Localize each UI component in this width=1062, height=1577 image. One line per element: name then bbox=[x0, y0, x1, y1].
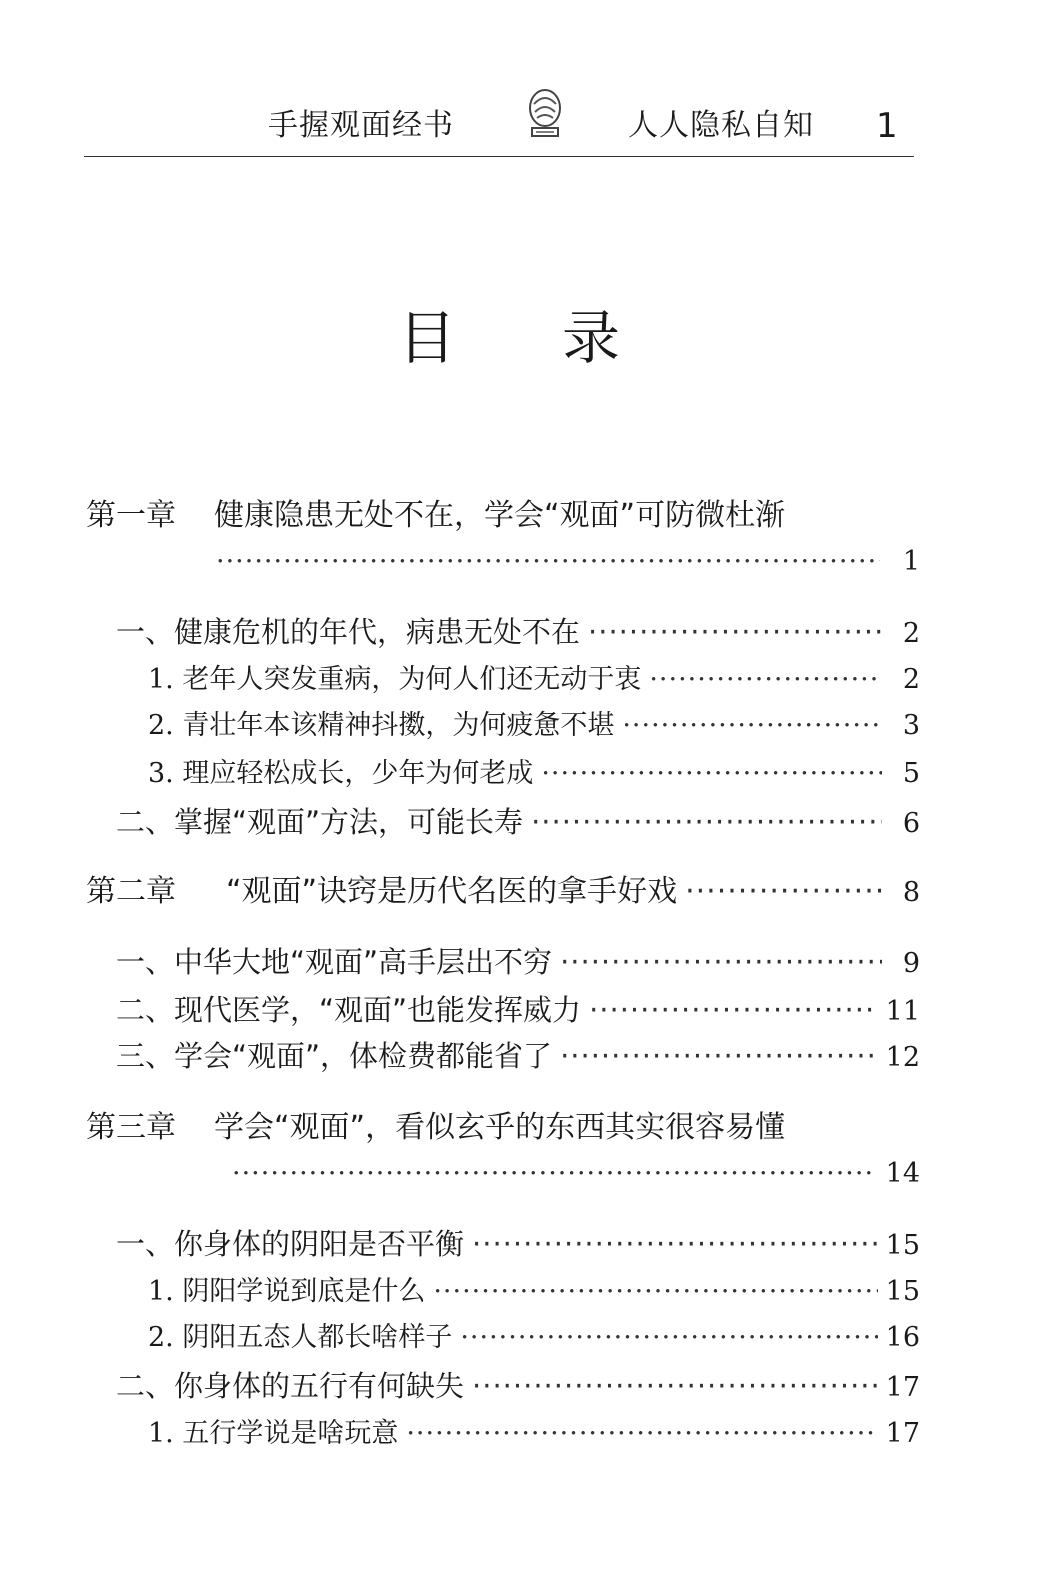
entry-label bbox=[86, 870, 677, 914]
header-book-title-left: 手握观面经书 bbox=[268, 108, 454, 143]
toc-title bbox=[398, 298, 638, 378]
dot-leader bbox=[622, 704, 882, 748]
page-ref: 5 bbox=[902, 758, 920, 789]
toc-chapter-3-title[interactable] bbox=[86, 1106, 785, 1150]
dot-leader bbox=[216, 540, 880, 584]
toc-entry[interactable] bbox=[116, 800, 920, 844]
page-number: 1 bbox=[876, 106, 898, 146]
toc-entry[interactable] bbox=[116, 988, 920, 1032]
toc-title-char-2: 录 bbox=[562, 304, 621, 372]
entry-label: 二、你身体的五行有何缺失 bbox=[116, 1369, 465, 1403]
page-ref: 14 bbox=[885, 1158, 920, 1189]
chapter-title-text: 健康隐患无处不在，学会“观面”可防微杜渐 bbox=[214, 498, 786, 533]
entry-label: 一、中华大地“观面”高手层出不穷 bbox=[116, 945, 553, 979]
header-book-title-right: 人人隐私自知 bbox=[628, 108, 814, 143]
toc-chapter-1-title[interactable] bbox=[86, 494, 785, 538]
page-ref: 12 bbox=[885, 1042, 920, 1073]
toc-entry[interactable] bbox=[148, 658, 920, 702]
chapter-label: 第二章 bbox=[86, 874, 176, 909]
dot-leader bbox=[560, 1034, 878, 1078]
book-emblem-icon bbox=[522, 84, 568, 144]
toc-entry[interactable] bbox=[116, 1034, 920, 1078]
page-ref: 15 bbox=[885, 1230, 920, 1261]
toc-entry[interactable] bbox=[116, 1222, 920, 1266]
dot-leader bbox=[560, 940, 882, 984]
page-ref: 3 bbox=[902, 710, 920, 741]
chapter-label: 第三章 bbox=[86, 1110, 176, 1145]
header-divider bbox=[84, 156, 914, 157]
toc-entry[interactable] bbox=[116, 1364, 920, 1408]
dot-leader bbox=[588, 610, 882, 654]
toc-chapter-1-leader[interactable] bbox=[216, 540, 920, 584]
dot-leader bbox=[232, 1152, 876, 1196]
toc-chapter-2[interactable] bbox=[86, 870, 920, 914]
page-ref: 11 bbox=[885, 996, 920, 1027]
dot-leader bbox=[406, 1412, 877, 1456]
entry-label: 二、掌握“观面”方法，可能长寿 bbox=[116, 805, 524, 839]
chapter-title-text: “观面”诀窍是历代名医的拿手好戏 bbox=[226, 874, 678, 909]
entry-label: 1. 阴阳学说到底是什么 bbox=[148, 1276, 426, 1307]
page-ref: 2 bbox=[902, 664, 920, 695]
toc-entry[interactable] bbox=[148, 704, 920, 748]
entry-label: 2. 阴阳五态人都长啥样子 bbox=[148, 1322, 453, 1353]
page-ref: 2 bbox=[902, 618, 920, 649]
entry-label: 一、你身体的阴阳是否平衡 bbox=[116, 1227, 465, 1261]
entry-label: 3. 理应轻松成长，少年为何老成 bbox=[148, 758, 534, 789]
page-ref: 1 bbox=[902, 546, 920, 577]
entry-label: 1. 五行学说是啥玩意 bbox=[148, 1418, 399, 1449]
dot-leader bbox=[433, 1270, 877, 1314]
dot-leader bbox=[472, 1364, 878, 1408]
toc-entry[interactable] bbox=[116, 610, 920, 654]
dot-leader bbox=[472, 1222, 878, 1266]
dot-leader bbox=[541, 752, 882, 796]
page-ref: 17 bbox=[885, 1418, 920, 1449]
page-ref: 8 bbox=[902, 877, 920, 908]
toc-chapter-3-leader[interactable] bbox=[232, 1152, 920, 1196]
entry-label: 1. 老年人突发重病，为何人们还无动于衷 bbox=[148, 664, 642, 695]
dot-leader bbox=[460, 1316, 877, 1360]
page-ref: 9 bbox=[902, 948, 920, 979]
toc-entry[interactable] bbox=[116, 940, 920, 984]
page-ref: 6 bbox=[902, 808, 920, 839]
entry-label: 2. 青壮年本该精神抖擞，为何疲惫不堪 bbox=[148, 710, 615, 741]
dot-leader bbox=[685, 870, 882, 914]
dot-leader bbox=[589, 988, 878, 1032]
page-ref: 15 bbox=[885, 1276, 920, 1307]
page-ref: 17 bbox=[885, 1372, 920, 1403]
toc-entry[interactable] bbox=[148, 1270, 920, 1314]
toc-title-char-1: 目 bbox=[398, 304, 457, 372]
entry-label: 三、学会“观面”，体检费都能省了 bbox=[116, 1039, 553, 1073]
chapter-title-text: 学会“观面”，看似玄乎的东西其实很容易懂 bbox=[214, 1110, 786, 1145]
toc-entry[interactable] bbox=[148, 752, 920, 796]
toc-entry[interactable] bbox=[148, 1316, 920, 1360]
toc-entry[interactable] bbox=[148, 1412, 920, 1456]
chapter-label: 第一章 bbox=[86, 498, 176, 533]
dot-leader bbox=[649, 658, 882, 702]
entry-label: 一、健康危机的年代，病患无处不在 bbox=[116, 615, 581, 649]
entry-label: 二、现代医学，“观面”也能发挥威力 bbox=[116, 993, 582, 1027]
page-ref: 16 bbox=[885, 1322, 920, 1353]
dot-leader bbox=[531, 800, 882, 844]
